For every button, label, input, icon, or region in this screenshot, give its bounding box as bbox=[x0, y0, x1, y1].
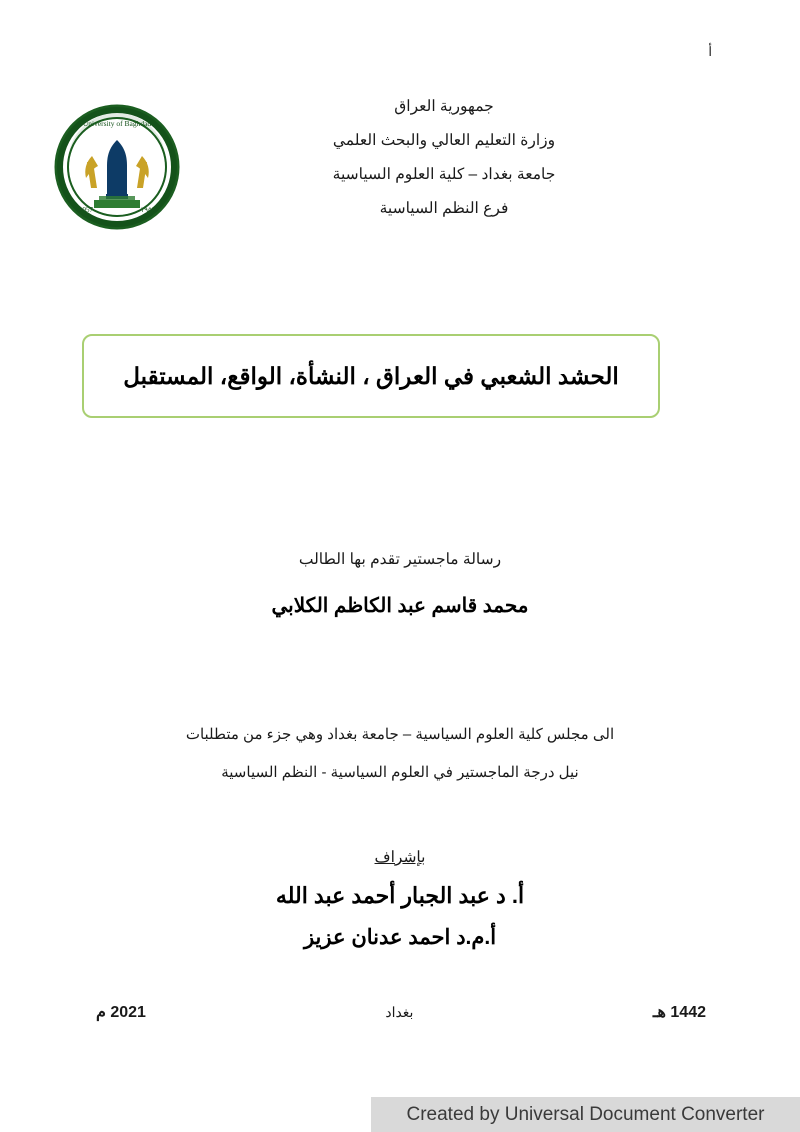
supervisor-name-2: أ.م.د احمد عدنان عزيز bbox=[303, 926, 497, 949]
degree-statement-line-1: الى مجلس كلية العلوم السياسية – جامعة بغداد وهي جزء من متطلبات bbox=[185, 726, 615, 743]
supervision-block bbox=[0, 848, 800, 959]
thesis-title: الحشد الشعبي في العراق ، النشأة، الواقع، المستقبل bbox=[123, 362, 619, 389]
svg-text:University of Baghdad: University of Baghdad bbox=[82, 119, 152, 128]
degree-statement-block bbox=[0, 716, 800, 792]
watermark-text: Created by Universal Document Converter bbox=[406, 1103, 765, 1125]
footer-hijri-year: 1442 هـ bbox=[652, 1004, 706, 1021]
page-number-marker: أ bbox=[708, 44, 712, 59]
student-name: محمد قاسم عبد الكاظم الكلابي bbox=[271, 595, 529, 617]
university-emblem-icon bbox=[54, 104, 180, 230]
converter-watermark bbox=[371, 1097, 800, 1132]
header-line-university: جامعة بغداد – كلية العلوم السياسية bbox=[332, 166, 556, 183]
submission-block bbox=[0, 545, 800, 618]
institution-header bbox=[184, 90, 704, 226]
submission-statement: رسالة ماجستير تقدم بها الطالب bbox=[298, 551, 502, 568]
degree-statement-line-2: نيل درجة الماجستير في العلوم السياسية - النظم السياسية bbox=[221, 764, 579, 781]
footer-row bbox=[96, 1002, 706, 1022]
footer-city: بغداد bbox=[385, 1004, 414, 1020]
header-line-country: جمهورية العراق bbox=[394, 98, 494, 115]
footer-gregorian-year: 2021 م bbox=[96, 1004, 146, 1021]
svg-text:1957: 1957 bbox=[79, 206, 93, 214]
supervision-label: بإشراف bbox=[374, 849, 426, 866]
thesis-title-box bbox=[82, 334, 660, 418]
header-line-department: فرع النظم السياسية bbox=[379, 200, 509, 217]
supervisor-name-1: أ. د عبد الجبار أحمد عبد الله bbox=[275, 883, 525, 908]
header-line-ministry: وزارة التعليم العالي والبحث العلمي bbox=[332, 132, 556, 149]
svg-text:١٩٥٧: ١٩٥٧ bbox=[140, 206, 156, 214]
